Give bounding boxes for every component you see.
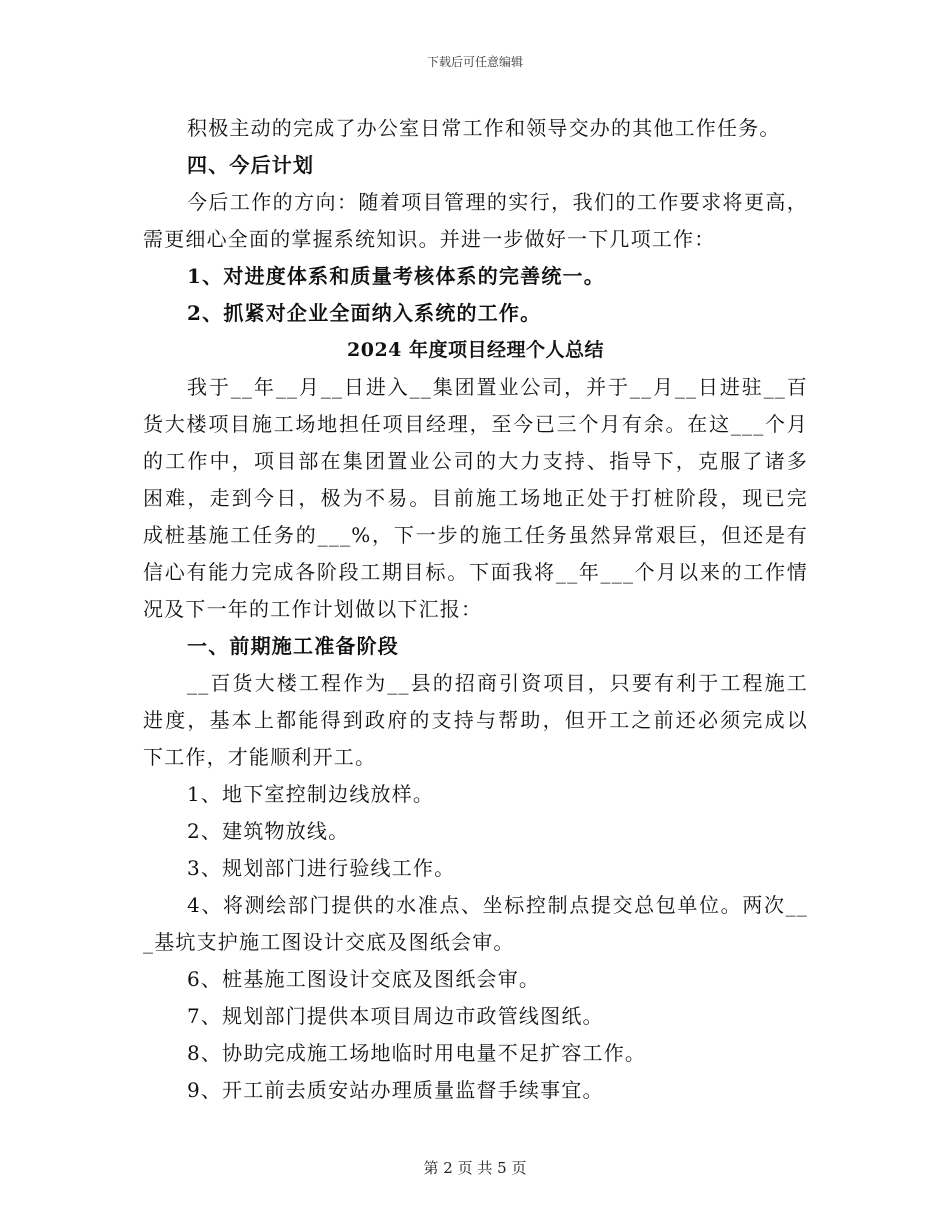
- list-item: 3、规划部门进行验线工作。: [187, 856, 456, 880]
- paragraph-line: 今后工作的方向：随着项目管理的实行，我们的工作要求将更高，: [187, 190, 808, 214]
- list-item-continuation: _基坑支护施工图设计交底及图纸会审。: [143, 930, 515, 954]
- document-body: [143, 110, 808, 1109]
- list-item: 4、将测绘部门提供的水准点、坐标控制点提交总包单位。两次__: [187, 893, 808, 917]
- document-title: 2024 年度项目经理个人总结: [347, 339, 604, 361]
- list-item: 9、开工前去质安站办理质量监督手续事宜。: [187, 1078, 604, 1102]
- paragraph-line: 况及下一年的工作计划做以下汇报：: [143, 597, 483, 621]
- list-item: 1、地下室控制边线放样。: [187, 782, 435, 806]
- paragraph-line: 需更细心全面的掌握系统知识。并进一步做好一下几项工作：: [143, 227, 716, 251]
- list-item: 2、建筑物放线。: [187, 819, 350, 843]
- paragraph-line: 信心有能力完成各阶段工期目标。下面我将__年___个月以来的工作情: [143, 560, 808, 584]
- section-heading-preparation: 一、前期施工准备阶段: [187, 634, 399, 658]
- paragraph-line: 成桩基施工任务的___%，下一步的施工任务虽然异常艰巨，但还是有: [143, 523, 808, 547]
- list-item: 8、协助完成施工场地临时用电量不足扩容工作。: [187, 1041, 647, 1065]
- paragraph-line: 困难，走到今日，极为不易。目前施工场地正处于打桩阶段，现已完: [143, 486, 808, 510]
- page-footer: 第 2 页 共 5 页: [423, 1159, 527, 1177]
- page-header: 下载后可任意编辑: [426, 55, 523, 69]
- paragraph-line: 积极主动的完成了办公室日常工作和领导交办的其他工作任务。: [187, 116, 781, 140]
- paragraph-line: 下工作，才能顺利开工。: [143, 745, 377, 769]
- paragraph-line: 的工作中，项目部在集团置业公司的大力支持、指导下，克服了诸多: [143, 449, 808, 473]
- plan-item-1: 1、对进度体系和质量考核体系的完善统一。: [187, 264, 605, 288]
- plan-item-2: 2、抓紧对企业全面纳入系统的工作。: [187, 301, 542, 325]
- list-item: 6、桩基施工图设计交底及图纸会审。: [187, 967, 541, 991]
- paragraph-line: 我于__年__月__日进入__集团置业公司，并于__月__日进驻__百: [187, 375, 808, 399]
- section-heading-plan: 四、今后计划: [187, 153, 315, 177]
- paragraph-line: 货大楼项目施工场地担任项目经理，至今已三个月有余。在这___个月: [143, 412, 808, 436]
- list-item: 7、规划部门提供本项目周边市政管线图纸。: [187, 1004, 604, 1028]
- paragraph-line: __百货大楼工程作为__县的招商引资项目，只要有利于工程施工: [187, 671, 808, 695]
- paragraph-line: 进度，基本上都能得到政府的支持与帮助，但开工之前还必须完成以: [143, 708, 808, 732]
